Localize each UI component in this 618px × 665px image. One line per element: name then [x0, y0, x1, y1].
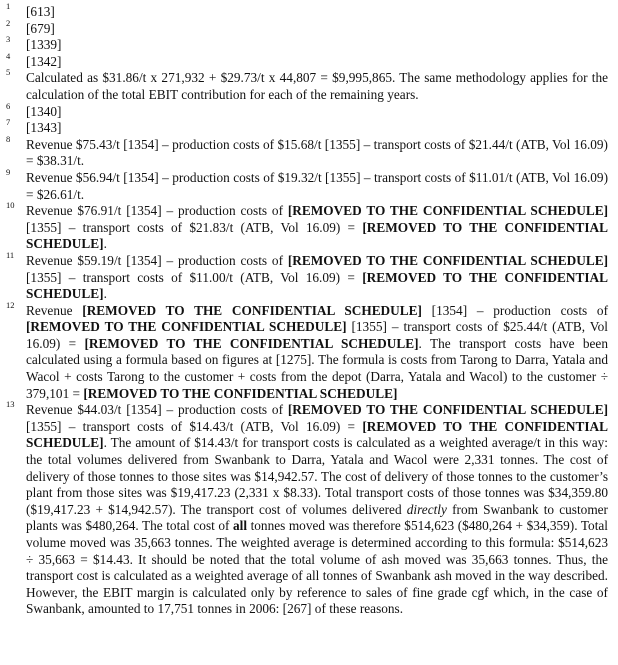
footnote-text: [1342] — [26, 53, 62, 69]
bold-text: all — [232, 518, 248, 534]
footnote-number: 13 — [6, 399, 15, 410]
footnote — [6, 117, 608, 137]
bold-text: [REMOVED TO THE CONFIDENTIAL SCHEDULE] — [287, 252, 609, 268]
footnote-number: 12 — [6, 299, 15, 310]
bold-text: [REMOVED TO THE CONFIDENTIAL SCHEDULE] — [84, 335, 419, 351]
footnote-text: [679] — [26, 20, 55, 36]
text-segment: [1355] – transport costs of $11.00/t (ATB, Vol 16.09) = — [26, 269, 363, 285]
footnote-text — [26, 203, 608, 253]
footnote-number: 5 — [6, 67, 11, 78]
bold-text: [REMOVED TO THE CONFIDENTIAL SCHEDULE] — [26, 319, 347, 335]
footnote-number: 6 — [6, 100, 11, 111]
footnote-text — [26, 303, 608, 403]
text-segment: [1355] – transport costs of $21.83/t (ATB, Vol 16.09) = — [26, 219, 363, 235]
bold-text: [REMOVED TO THE CONFIDENTIAL SCHEDULE] — [26, 418, 608, 451]
text-segment: . — [103, 286, 107, 302]
footnote-number: 4 — [6, 50, 11, 61]
footnote — [6, 100, 608, 121]
footnote — [6, 299, 608, 403]
footnote — [6, 67, 608, 103]
text-segment: tonnes moved was therefore $514,623 ($480,264 + $34,359). Total volume moved was 35,663 tonnes. The weighted average is determined according to this formula: $514,623 ÷ 35,663 = $14.43. It should be noted that the total volume of ash moved was 35,663 tonnes. Thus, the transport cost is calculated as a weighted average of all tonnes of Swanbank ash moved in the way described. However, the EBIT margin is calculated only by reference to sales of fine grade cgf which, in the case of Swanbank, amounted to 17,751 tonnes in 2006: [267] of these reasons. — [26, 518, 608, 617]
footnote — [6, 399, 609, 618]
bold-text: [REMOVED TO THE CONFIDENTIAL SCHEDULE] — [82, 302, 422, 318]
footnote — [6, 200, 609, 253]
footnote-number: 10 — [6, 200, 15, 211]
footnote-list — [6, 1, 609, 618]
footnote-text — [26, 402, 608, 618]
text-segment: Revenue $59.19/t [1354] – production costs of — [26, 252, 288, 268]
footnote-number: 8 — [6, 133, 11, 144]
footnote-text: Revenue $75.43/t [1354] – production costs of $15.68/t [1355] – transport costs of $21.44/t (ATB, Vol 16.09) = $38.31/t. — [26, 136, 608, 169]
text-segment: . The transport costs have been calculated using a formula based on figures at [1275]. The formula is costs from Tarong to Darra, Yatala and Wacol + costs Tarong to the customer + costs from the depot (Darra, Yatala and Wacol) to the customer ÷ 379,101 = — [26, 335, 608, 401]
bold-text: [REMOVED TO THE CONFIDENTIAL SCHEDULE] — [83, 385, 398, 401]
footnote-text: [1340] — [26, 103, 62, 119]
text-segment: Revenue — [26, 302, 83, 318]
footnote — [6, 166, 608, 203]
bold-text: [REMOVED TO THE CONFIDENTIAL SCHEDULE] — [26, 219, 608, 252]
footnote-text: Calculated as $31.86/t x 271,932 + $29.73/t x 44,807 = $9,995,865. The same methodology applies for the calculation of the total EBIT contribution for each of the remaining years. — [26, 70, 608, 102]
footnote-text: Revenue $56.94/t [1354] – production costs of $19.32/t [1355] – transport costs of $11.01/t (ATB, Vol 16.09) = $26.61/t. — [26, 169, 608, 202]
italic-text: directly — [406, 501, 447, 517]
footnote-text: [1343] — [26, 120, 62, 136]
footnote-number: 2 — [6, 17, 11, 28]
text-segment: Revenue $76.91/t [1354] – production costs of — [26, 203, 288, 219]
text-segment: [1354] – production costs of — [421, 302, 608, 318]
bold-text: [REMOVED TO THE CONFIDENTIAL SCHEDULE] — [287, 203, 609, 219]
bold-text: [REMOVED TO THE CONFIDENTIAL SCHEDULE] — [26, 269, 608, 302]
footnote-number: 11 — [6, 249, 15, 260]
footnote-text: [1339] — [26, 37, 62, 53]
text-segment: [1355] – transport costs of $14.43/t (ATB, Vol 16.09) = — [26, 418, 363, 434]
footnote — [6, 133, 608, 170]
footnote — [6, 249, 609, 303]
footnote-number: 7 — [6, 117, 11, 128]
text-segment: Revenue $44.03/t [1354] – production costs of — [26, 402, 288, 418]
footnote — [6, 50, 608, 71]
footnote — [6, 17, 608, 38]
footnote — [6, 1, 608, 21]
text-segment: . The amount of $14.43/t for transport costs is calculated as a weighted average/t in this way: the total volumes delivered from Swanbank to Darra, Yatala and Wacol were 2,331 tonnes. The cost of delivery of those tonnes to those sites was $14,942.57. The cost of delivery of those tonnes to the customer’s plant from those sites was $19,417.23 (2,331 x $8.33). Total transport costs of those tonnes was $34,359.80 ($19,417.23 + $14,942.57). The transport cost of volumes delivered — [26, 435, 608, 517]
footnote-number: 9 — [6, 166, 11, 177]
footnote-text: [613] — [26, 4, 55, 19]
footnote-text — [26, 253, 608, 303]
footnote — [6, 34, 608, 54]
footnote-number: 3 — [6, 34, 11, 45]
text-segment: [1355] – transport costs of $25.44/t (ATB, Vol 16.09) = — [26, 319, 608, 351]
bold-text: [REMOVED TO THE CONFIDENTIAL SCHEDULE] — [287, 402, 609, 418]
text-segment: from Swanbank to customer plants was $480,264. The total cost of — [26, 501, 608, 534]
footnote-number: 1 — [6, 1, 11, 11]
text-segment: . — [103, 236, 107, 252]
